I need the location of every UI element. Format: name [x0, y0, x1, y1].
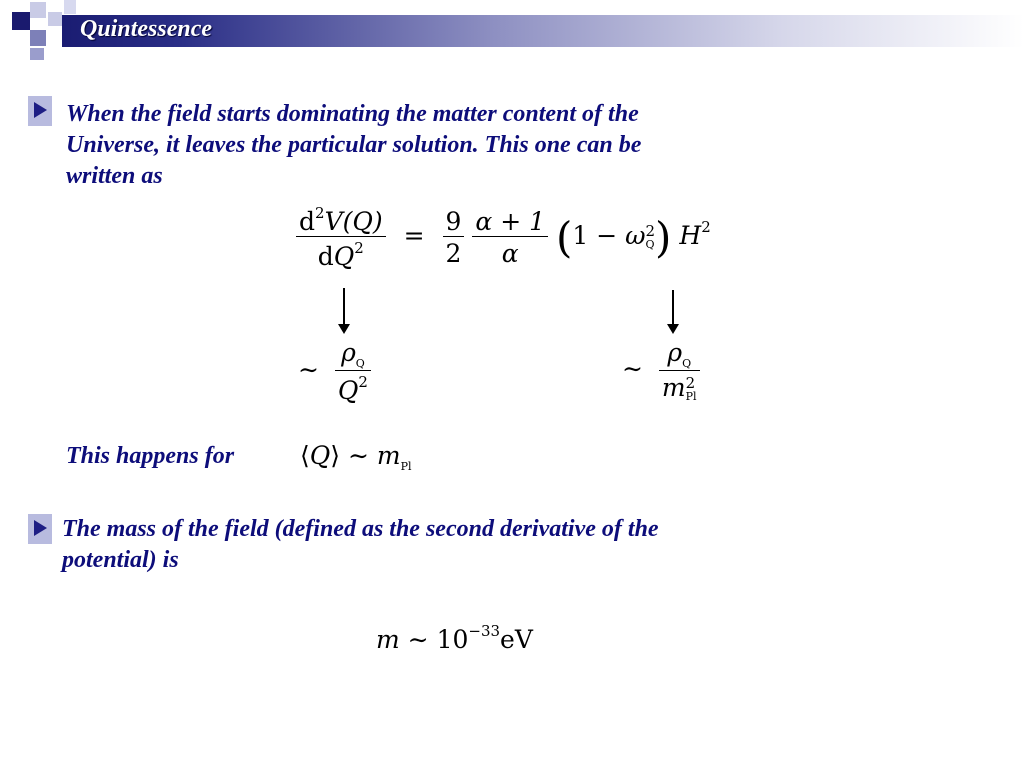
bullet-1-line: When the field starts dominating the matter content of the: [66, 101, 639, 127]
coefficient-fraction: $\frac{9}{2}$: [443, 207, 465, 268]
bullet-1-line: written as: [66, 163, 163, 189]
header-decor-square: [30, 30, 46, 46]
bullet-2-line: potential) is: [62, 547, 179, 573]
header-decor-square: [30, 48, 44, 60]
condition-math: ⟨Q⟩ ∼ $m_{Pl}$: [300, 441, 412, 473]
main-equation: $\frac{d^2V(Q)}{dQ^2}$ = $\frac{9}{2}$ $\frac{\alpha + 1}{\alpha}$ (1 − ω 2 Q ) $H^2$: [296, 204, 711, 271]
header-decor-square: [30, 2, 46, 18]
header-decor-square: [12, 12, 30, 30]
bullet-2-line: The mass of the field (defined as the second derivative of the: [62, 516, 659, 542]
bullet-1-line: Universe, it leaves the particular solution. This one can be: [66, 132, 642, 158]
bullet-1-text: [66, 99, 641, 192]
lhs-fraction: $\frac{d^2V(Q)}{dQ^2}$: [296, 204, 386, 271]
header-decor-square: [64, 0, 76, 14]
header-decor-square: [48, 12, 62, 26]
approx-right: ∼ $\rho_Q$ m 2 Pl: [622, 338, 700, 403]
down-arrow-icon: [672, 290, 674, 332]
down-arrow-icon: [343, 288, 345, 332]
bullet-2-text: [62, 514, 659, 576]
mass-equation: m ∼ $10^{-33}eV$: [376, 622, 533, 654]
bullet-arrow-icon: [28, 514, 52, 544]
bullet-arrow-icon: [28, 96, 52, 126]
approx-left: ∼ $\frac{\rho_Q}{Q^2}$: [298, 338, 371, 405]
slide-title: Quintessence: [80, 16, 212, 42]
condition-text: This happens for: [66, 443, 235, 469]
alpha-fraction: $\frac{\alpha + 1}{\alpha}$: [472, 207, 548, 268]
